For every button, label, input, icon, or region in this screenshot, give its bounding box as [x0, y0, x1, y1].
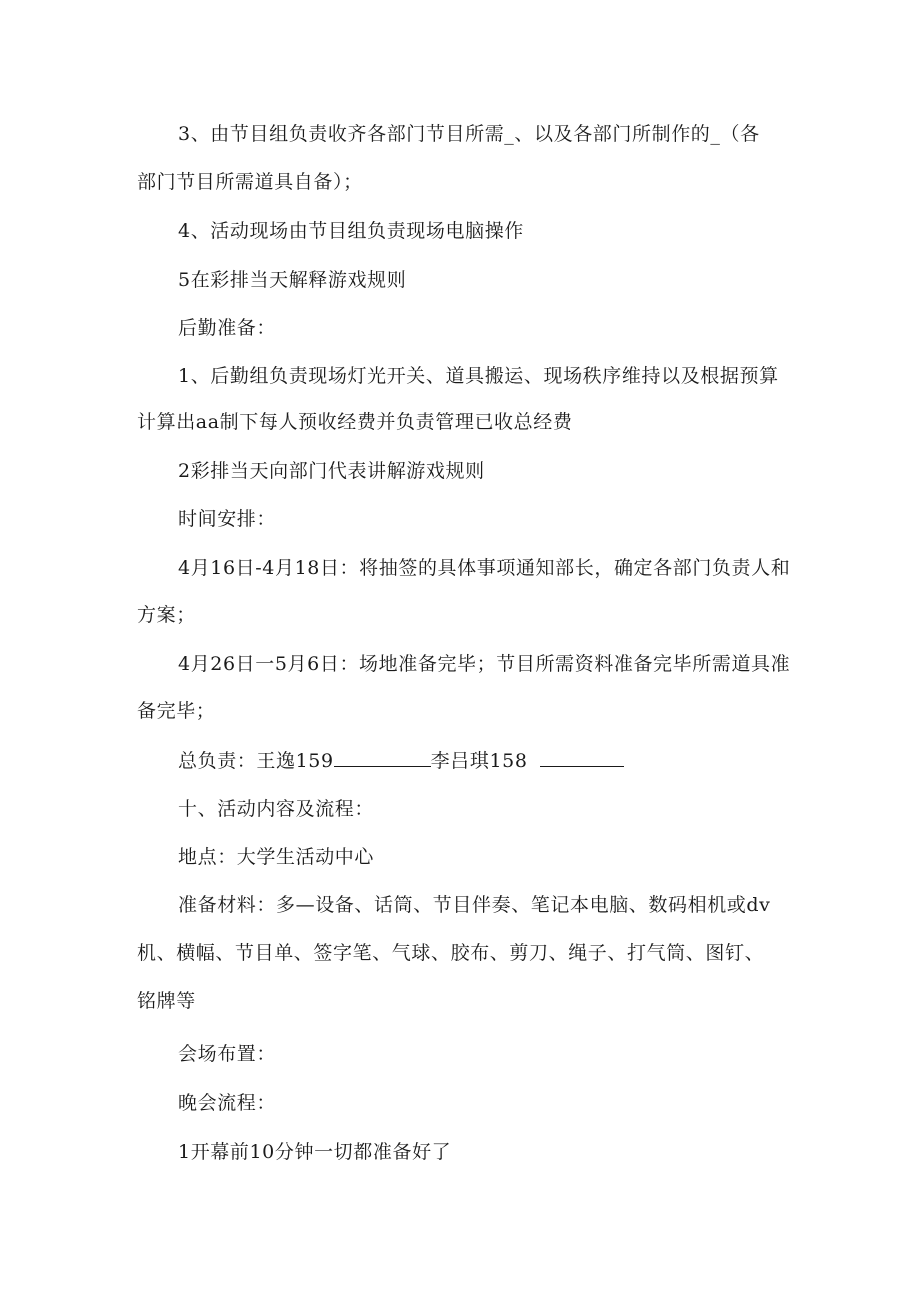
paragraph-line: 1、后勤组负责现场灯光开关、道具搬运、现场秩序维持以及根据预算 — [178, 365, 779, 387]
section-heading: 后勤准备： — [178, 317, 277, 339]
paragraph-line: 计算出aa制下每人预收经费并负责管理已收总经费 — [137, 411, 573, 433]
paragraph-line: 准备材料：多—设备、话筒、节目伴奏、笔记本电脑、数码相机或dv — [178, 894, 771, 916]
paragraph-line: 部门节目所需道具自备）； — [137, 171, 363, 193]
paragraph-line: 地点：大学生活动中心 — [178, 846, 375, 868]
paragraph-line: 1开幕前10分钟一切都准备好了 — [178, 1141, 452, 1163]
paragraph-line: 铭牌等 — [137, 990, 196, 1012]
section-heading: 会场布置： — [178, 1043, 277, 1065]
blank-underline — [334, 748, 431, 767]
contact-primary: 总负责：王逸159 — [178, 750, 334, 772]
paragraph-line: 5在彩排当天解释游戏规则 — [178, 269, 407, 291]
paragraph-line: 4月26日一5月6日：场地准备完毕；节目所需资料准备完毕所需道具准 — [178, 653, 791, 675]
contact-secondary: 李吕琪158 — [430, 750, 528, 772]
section-heading: 时间安排： — [178, 508, 277, 530]
paragraph-line: 4月16日-4月18日：将抽签的具体事项通知部长，确定各部门负责人和 — [178, 557, 791, 579]
paragraph-line: 2彩排当天向部门代表讲解游戏规则 — [178, 460, 485, 482]
contact-line — [178, 748, 624, 773]
section-heading: 十、活动内容及流程： — [178, 798, 375, 820]
blank-underline — [540, 748, 624, 767]
section-heading: 晚会流程： — [178, 1092, 277, 1114]
paragraph-line: 4、活动现场由节目组负责现场电脑操作 — [178, 220, 524, 242]
paragraph-line: 3、由节目组负责收齐各部门节目所需_、以及各部门所制作的_（各 — [178, 123, 760, 145]
paragraph-line: 备完毕； — [137, 700, 216, 722]
paragraph-line: 机、横幅、节目单、签字笔、气球、胶布、剪刀、绳子、打气筒、图钉、 — [137, 942, 765, 964]
paragraph-line: 方案； — [137, 604, 196, 626]
